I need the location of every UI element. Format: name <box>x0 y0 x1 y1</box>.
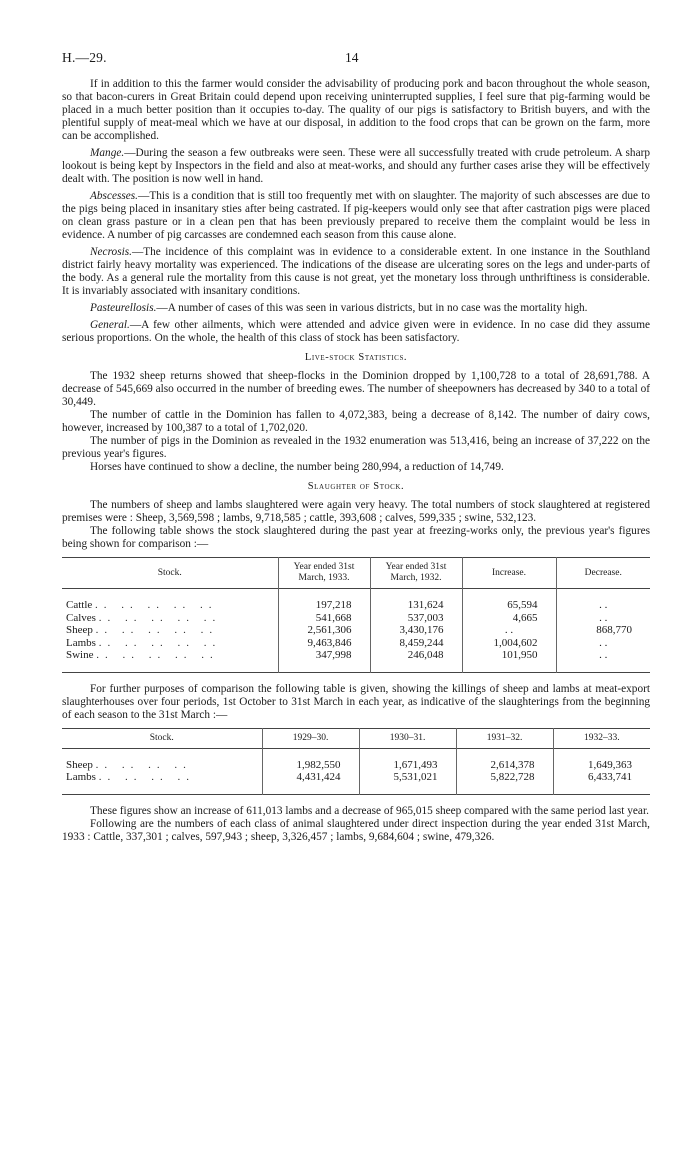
paragraph-pasteurellosis <box>62 302 650 315</box>
table-row: Lambs .. .. .. .. .. 9,463,846 8,459,244 1,004,602 . . <box>62 637 650 650</box>
col-header-stock: Stock. <box>149 732 174 743</box>
cell-increase: . . <box>462 624 556 637</box>
row-label: Cattle <box>66 599 93 611</box>
cell-value: 6,433,741 <box>553 771 650 794</box>
paragraph-livestock-cattle: The number of cattle in the Dominion has fallen to 4,072,383, being a decrease of 8,142. The number of dairy cows, however, increased by 100,387 to a total of 1,702,020. <box>62 409 650 434</box>
cell-1932: 3,430,176 <box>370 624 462 637</box>
cell-1932: 8,459,244 <box>370 637 462 650</box>
cell-1933: 9,463,846 <box>278 637 370 650</box>
cell-increase: 4,665 <box>462 612 556 625</box>
col-header-1933: Year ended 31st March, 1933. <box>278 558 370 589</box>
paragraph-closing-increase: These figures show an increase of 611,013 lambs and a decrease of 965,015 sheep compared with the same period last year. <box>90 804 649 817</box>
cell-1933: 2,561,306 <box>278 624 370 637</box>
cell-value: 2,614,378 <box>456 748 553 771</box>
paragraph-livestock-sheep: The 1932 sheep returns showed that sheep-flocks in the Dominion dropped by 1,100,728 to a total of 28,691,788. A decrease of 545,669 also occurred in the number of breeding ewes. The number of sheepowners has decreased by 340 to a total of 30,449. <box>62 370 650 408</box>
cell-1932: 131,624 <box>370 589 462 612</box>
paragraph-mange <box>62 147 650 186</box>
col-header-stock: Stock. <box>157 567 182 578</box>
col-header-1929-30: 1929–30. <box>262 728 359 748</box>
table-row: Swine .. .. .. .. .. 347,998 246,048 101,950 . . <box>62 649 650 672</box>
text-general: —A few other ailments, which were attended and advice given were in evidence. In no case did they assume serious proportions. On the whole, the health of this class of stock has been satisfactory. <box>62 319 650 344</box>
cell-1932: 537,003 <box>370 612 462 625</box>
heading-slaughter-of-stock: Slaughter of Stock. <box>307 481 405 492</box>
col-header-1931-32: 1931–32. <box>456 728 553 748</box>
term-necrosis: Necrosis. <box>90 246 132 258</box>
paragraph-closing-inspection: Following are the numbers of each class of animal slaughtered under direct inspection during the year ended 31st March, 1933 : Cattle, 337,301 ; calves, 597,943 ; sheep, 3,326,457 ; lambs, 9,684,604 ; swine, 479,326. <box>62 817 650 843</box>
cell-decrease: . . <box>556 637 650 650</box>
table-row: Lambs .. .. .. .. 4,431,424 5,531,021 5,822,728 6,433,741 <box>62 771 650 794</box>
paragraph-comparison-intro: For further purposes of comparison the following table is given, showing the killings of sheep and lambs at meat-export slaughterhouses over four periods, 1st October to 31st March in each year, as indicative of the slaughterings from the beginning of each season to the 31st March :— <box>62 682 650 721</box>
table-row: Calves .. .. .. .. .. 541,668 537,003 4,665 . . <box>62 612 650 625</box>
cell-increase: 101,950 <box>462 649 556 672</box>
cell-1933: 541,668 <box>278 612 370 625</box>
term-mange: Mange. <box>90 147 125 159</box>
cell-decrease: 868,770 <box>556 624 650 637</box>
paragraph-necrosis <box>62 246 650 298</box>
table-row: Sheep .. .. .. .. .. 2,561,306 3,430,176 . . 868,770 <box>62 624 650 637</box>
page-number: 14 <box>345 50 359 65</box>
cell-value: 5,531,021 <box>359 771 456 794</box>
paragraph-slaughter-totals: The numbers of sheep and lambs slaughtered were again very heavy. The total numbers of stock slaughtered at registered premises were : Sheep, 3,569,598 ; lambs, 9,718,585 ; cattle, 393,608 ; calves, 599,335 ; swine, 532,123. <box>62 499 650 524</box>
cell-value: 4,431,424 <box>262 771 359 794</box>
col-header-increase: Increase. <box>462 558 556 589</box>
row-label: Lambs <box>66 636 96 649</box>
cell-decrease: . . <box>556 589 650 612</box>
cell-1933: 347,998 <box>278 649 370 672</box>
cell-decrease: . . <box>556 612 650 625</box>
freezing-works-table <box>62 557 650 673</box>
paragraph-livestock-horses: Horses have continued to show a decline, the number being 280,994, a reduction of 14,749. <box>90 461 504 473</box>
paragraph-livestock-pigs: The number of pigs in the Dominion as revealed in the 1932 enumeration was 513,416, being an increase of 37,222 on the previous year's figures. <box>62 435 650 460</box>
heading-livestock-statistics: Live-stock Statistics. <box>304 352 408 363</box>
cell-value: 1,982,550 <box>262 748 359 771</box>
row-label: Sheep <box>66 758 93 771</box>
table-row: Sheep .. .. .. .. 1,982,550 1,671,493 2,614,378 1,649,363 <box>62 748 650 771</box>
report-reference: H.—29. <box>62 50 107 65</box>
text-necrosis: —The incidence of this complaint was in evidence to a considerable extent. In one instance in the Southland district fairly heavy mortality was experienced. The indications of the disease are ulcerating sores on the legs and under-parts of the body. As a general rule the mortality from this cause is not great, yet the monetary loss through unthriftiness is considerable. It is invariably associated with insanitary conditions. <box>62 246 650 297</box>
col-header-1930-31: 1930–31. <box>359 728 456 748</box>
row-label: Swine <box>66 649 94 661</box>
cell-decrease: . . <box>556 649 650 672</box>
table-row: Cattle .. .. .. .. .. 197,218 131,624 65,594 . . <box>62 589 650 612</box>
table-header-row <box>62 558 650 589</box>
cell-increase: 1,004,602 <box>462 637 556 650</box>
text-pasteurellosis: —A number of cases of this was seen in various districts, but in no case was the mortality high. <box>156 302 588 314</box>
cell-value: 1,649,363 <box>553 748 650 771</box>
seasonal-killings-table <box>62 728 650 795</box>
term-pasteurellosis: Pasteurellosis. <box>90 302 157 314</box>
term-abscesses: Abscesses. <box>90 190 139 202</box>
page-body <box>62 78 650 848</box>
col-header-1932-33: 1932–33. <box>553 728 650 748</box>
cell-1933: 197,218 <box>278 589 370 612</box>
row-label: Lambs <box>66 771 96 783</box>
paragraph-pork-bacon: If in addition to this the farmer would consider the advisability of producing pork and bacon throughout the whole season, so that bacon-curers in Great Britain could depend upon receiving uninterrupted supplies, I feel sure that pig-farming would be placed in a much better position than it occupies to-day. The quality of our pigs is satisfactory to British buyers, and with the plentiful supply of meat-meal which we have at our disposal, in addition to the food crops that can be grown on the farm, more can be accomplished. <box>62 78 650 142</box>
cell-value: 1,671,493 <box>359 748 456 771</box>
paragraph-slaughter-table-intro: The following table shows the stock slaughtered during the past year at freezing-works only, the previous year's figures being shown for comparison :— <box>62 525 650 550</box>
col-header-1932: Year ended 31st March, 1932. <box>370 558 462 589</box>
text-abscesses: —This is a condition that is still too frequently met with on slaughter. The majority of such abscesses are due to the pigs being placed in insanitary sties after being castrated. If pig-keepers would only see that after castration pigs were placed on clean grass pasture or in a clean pen that has been previously prepared to receive them the complaint would be less in evidence. A number of pig carcasses are condemned each season from this cause alone. <box>62 190 650 241</box>
text-mange: —During the season a few outbreaks were seen. These were all successfully treated with crude petroleum. A sharp lookout is being kept by Inspectors in the field and also at meat-works, and should any further cases arise they will be effectively dealt with. The position is now well in hand. <box>62 147 650 185</box>
cell-value: 5,822,728 <box>456 771 553 794</box>
paragraph-general <box>62 319 650 345</box>
row-label: Calves <box>66 611 96 624</box>
paragraph-abscesses <box>62 190 650 242</box>
col-header-decrease: Decrease. <box>556 558 650 589</box>
cell-1932: 246,048 <box>370 649 462 672</box>
table-header-row <box>62 728 650 748</box>
cell-increase: 65,594 <box>462 589 556 612</box>
term-general: General. <box>90 319 130 331</box>
row-label: Sheep <box>66 624 93 636</box>
